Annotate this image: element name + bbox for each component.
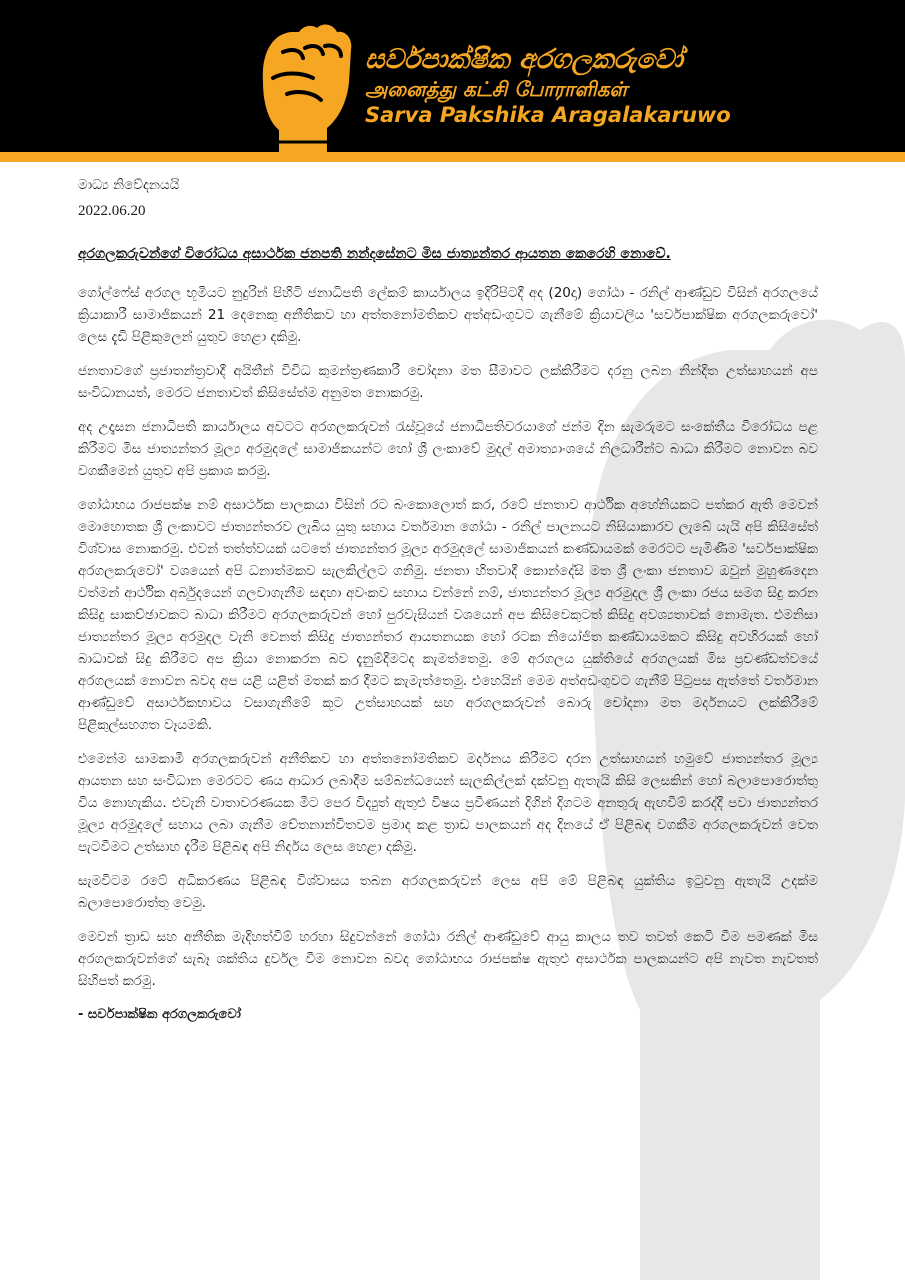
paragraph: ජනතාවගේ ප්‍රජාතන්ත්‍රවාදී අයිතීන් විවිධ කුමන්ත්‍රණකාරී චෝදනා මත සීමාවට ලක්කිරීමට දරනු ලබන නින්දිත උත්සාහයන් අප සංවිධානයත්, මෙරට ජනතාවත් කිසිසේත්ම අනුමත නොකරමු. — [78, 363, 818, 401]
headline: අරගලකරුවන්ගේ විරෝධය අසාර්ථක ජනපති නන්දසේනට මිස ජාත්‍යන්තර ආයතන කෙරෙහි නොවේ. — [78, 246, 671, 262]
brand-name-tamil: அனைத்து கட்சி போராளிகள் — [365, 77, 628, 101]
document-date: 2022.06.20 — [78, 203, 146, 219]
press-release-body — [78, 172, 818, 1026]
signature: - සර්වපාක්ෂික අරගලකරුවෝ — [78, 1007, 241, 1022]
paragraph: එමෙන්ම සාමකාමී අරගලකරුවන් අනීතිකව හා අත්තනෝමතිකව මර්දනය කිරීමට දරන උත්සාහයන් හමුවේ ජාත්‍යන්තර මූල්‍ය ආයතන සහ සංවිධාන මෙරටට ණය ආධාර ලබාදීම සම්බන්ධයෙන් සැලකිල්ලක් දක්වනු ඇතැයි කිසි ලෙසකින් හෝ බලාපොරොත්තු විය නොහැකිය. එවැනි වාතාවරණයක මීට පෙර විද්‍යුත් ඇතුළු විෂය ප්‍රවීණයන් දිගින් දිගටම අනතුරු ඇඟවීම් කරද්දී පවා ජාත්‍යන්තර මූල්‍ය අරමුදලේ සහාය ලබා ගැනීම චේතනාන්විතවම ප්‍රමාද කළ ත්‍රාඩ පාලකයන් අද දිනයේ ඒ පිළිබඳ වගකීම අරගලකරුවන් වෙත පැටවීමට උත්සාහ දැරීම පිළිබඳ අපි නිර්දය ලෙස හෙළා දකිමු. — [78, 751, 818, 855]
paragraph: අද උදෑසන ජනාධිපති කාර්යාලය අවටට අරගලකරුවන් රැස්වූයේ ජනාධිපතිවරයාගේ ජන්ම දින සැමරුමට සංකේතීය විරෝධය පළ කිරීමට මිස ජාත්‍යන්තර මූල්‍ය අරමුදලේ සාමාජිකයන්ට හෝ ශ්‍රී ලංකාවේ මුදල් අමාත්‍යාංශයේ නිලධාරීන්ට බාධා කිරීමට නොවන බව වගකීමෙන් යුතුව අපි ප්‍රකාශ කරමු. — [78, 419, 818, 479]
brand-name-english: Sarva Pakshika Aragalakaruwo — [365, 103, 731, 127]
paragraph: සැමවිටම රටේ අධිකරණය පිළිබඳ විශ්වාසය තබන අරගලකරුවන් ලෙස අපි මේ පිළිබඳ යුක්තිය ඉටුවනු ඇතැයි උදක්ම බලාපොරොත්තු වෙමු. — [78, 873, 818, 911]
brand-title-block — [365, 44, 785, 128]
paragraph: ගෝල්ෆේස් අරගල භූමියට නුදුරින් පිහිටි ජනාධිපති ලේකම් කාර්යාලය ඉදිරිපිටදී අද (20දා) ගෝඨා - රනිල් ආණ්ඩුව විසින් අරගලයේ ක්‍රියාකාරී සාමාජිකයන් 21 දෙනෙකු අනීතිකව හා අත්තනෝමතිකව අත්අඩංගුවට ගැනීමේ ක්‍රියාවලිය 'සර්වපාක්ෂික අරගලකරුවෝ' ලෙස දැඩි පිළිකුලෙන් යුතුව හෙළා දකිමු. — [78, 285, 818, 345]
brand-name-sinhala: සර්වපාක්ෂික අරගලකරුවෝ — [365, 44, 683, 75]
document-type-label: මාධ්‍ය නිවේදනයයි — [78, 177, 180, 193]
accent-stripe — [0, 152, 905, 162]
raised-fist-icon — [243, 12, 361, 152]
paragraph: ගෝඨාභය රාජපක්ෂ නම් අසාර්ථක පාලකයා විසින් රට බංකොලොත් කර, රටේ ජනතාව ආර්ථික අහේනියකට පත්කර ඇති මෙවන් මොහොතක ශ්‍රී ලංකාවට ජාත්‍යන්තරව ලැබිය යුතු සහාය වර්තමාන ගෝඨා - රනිල් පාලනයට නිසියාකාරව ලැබේ යැයි අපි කිසිසේත් විශ්වාස නොකරමු. එවන් තත්ත්වයක් යටතේ ජාත්‍යන්තර මූල්‍ය අරමුදලේ සාමාජිකයන් කණ්ඩායමක් මෙරටට පැමිණීම 'සර්වපාක්ෂික අරගලකරුවෝ' වශයෙන් අපි ධනාත්මකව සැලකිල්ලට ගනිමු. ජනතා හිතවාදී කොන්දේසි මත ශ්‍රී ලංකා ජනතාව ඔවුන් මුහුණදෙන වත්මන් ආර්ථික අර්බුදයෙන් ගලවාගැනීම සඳහා අවංකව සහාය වන්නේ නම්, ජාත්‍යන්තර මූල්‍ය අරමුදල ශ්‍රී ලංකා රජය සමග සිදු කරන කිසිදු සාකච්ඡාවකට බාධා කිරීමට අරගලකරුවන් හෝ පුරවැසියන් වශයෙන් අප කිසිවෙකුටත් කිසිදු අවශ්‍යතාවක් නොමැත. එමනිසා ජාත්‍යන්තර මූල්‍ය අරමුදල වැනි වෙනත් කිසිදු ජාත්‍යන්තර ආයතනයක හෝ රටක නියෝජිත කණ්ඩායමකට කිසිදු අවහිරයක් හෝ බාධාවක් සිදු කිරීමට අප ක්‍රියා නොකරන බව දැනුම්දීමටද කැමත්තෙමු. මේ අරගලය යුක්තියේ අරගලයක් මිස ප්‍රචණ්ඩත්වයේ අරගලයක් නොවන බවද අප යළි යළිත් මතක් කර දීමට කැමැත්තෙමු. එහෙයින් මෙම අත්අඩංගුවට ගැනීම් පිටුපස ඇත්තේ වර්තමාන ආණ්ඩුවේ අසාර්ථකභාවය වසාගැනීමේ කූට උත්සාහයක් සහ අරගලකරුවන් බොරු චෝදනා මත මර්දනයට ලක්කිරීමේ පිළිකුල්සහගත වෑයමකි. — [78, 497, 818, 733]
paragraph: මෙවන් ත්‍රාඩ සහ අනීතික මැදිහත්වීම් හරහා සිදුවන්නේ ගෝඨා රනිල් ආණ්ඩුවේ ආයු කාලය තව තවත් කෙටි වීම පමණක් මිස අරගලකරුවන්ගේ සැබෑ ශක්තිය දුර්වල වීම නොවන බවද ගෝඨාභය රාජපක්ෂ ඇතුළු අසාර්ථක පාලකයන්ට අපි නැවත නැවතත් සිහිපත් කරමු. — [78, 929, 818, 989]
letterhead-banner — [0, 0, 905, 152]
